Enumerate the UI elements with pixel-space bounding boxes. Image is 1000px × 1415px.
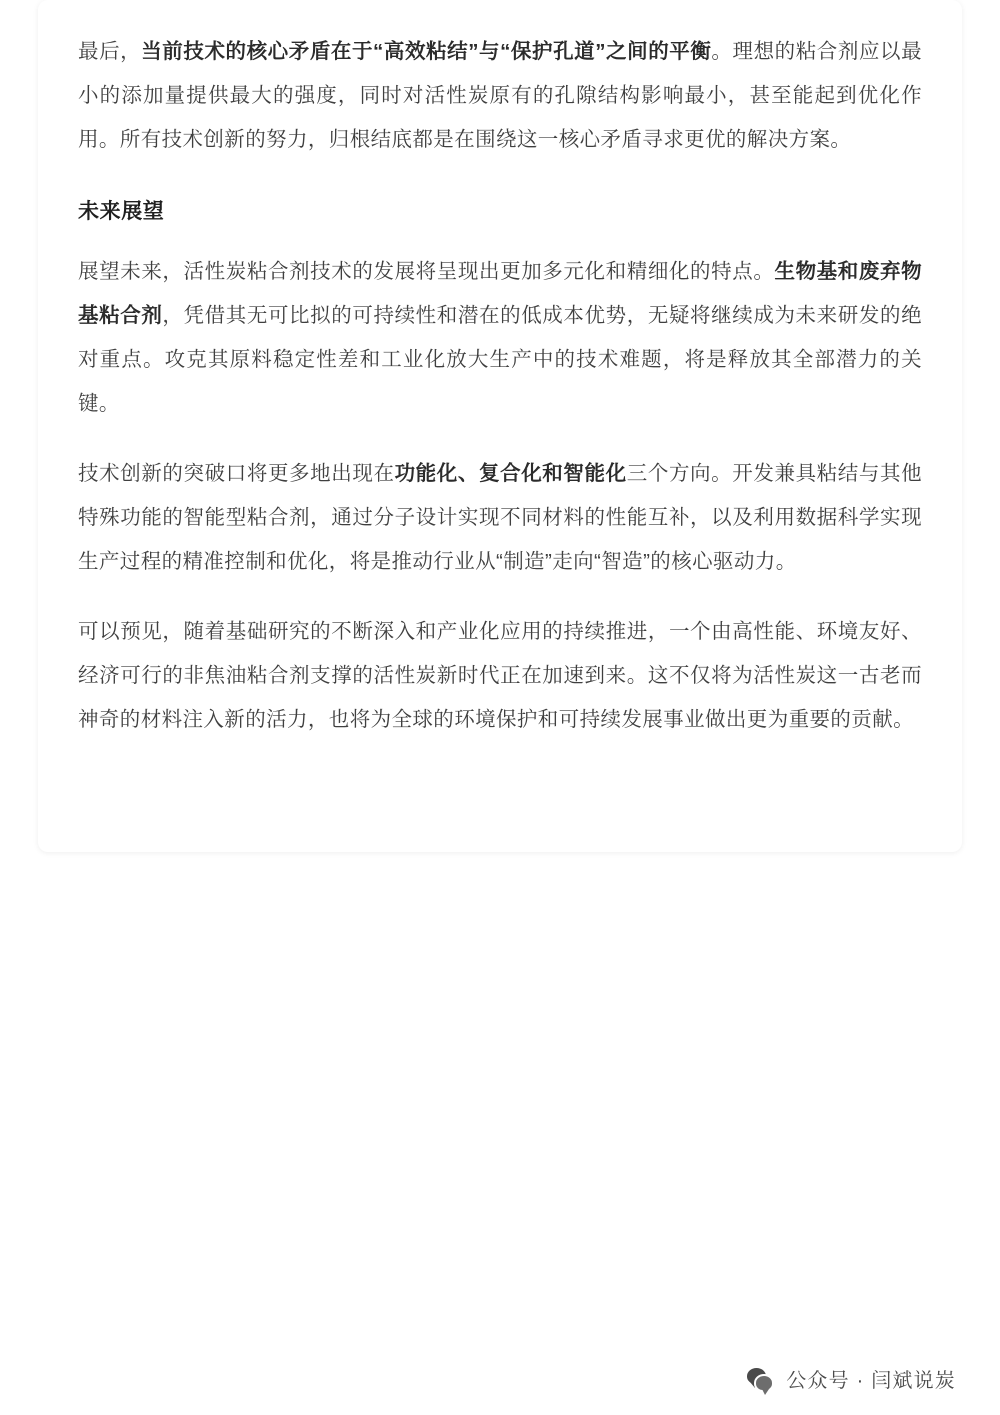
wechat-official-account-icon [747,1367,774,1390]
paragraph-conclusion [78,610,922,742]
body-text: 。理想的粘合剂应以最小的添加量提供最大的强度，同时对活性炭原有的孔隙结构影响最小，甚至能起到优化作用。所有技术创新的努力，归根结底都是在围绕这一核心矛盾寻求更优的解决方案。 [78,40,922,151]
footer-account-credit [747,1364,956,1393]
paragraph-outlook-biobased [78,250,922,426]
body-text: 技术创新的突破口将更多地出现在 [78,462,395,485]
paragraph-core-contradiction [78,30,922,162]
body-text: 三个方向。开发兼具粘结与其他特殊功能的智能型粘合剂，通过分子设计实现不同材料的性能互补，以及利用数据科学实现生产过程的精准控制和优化，将是推动行业从“制造”走向“智造”的核心驱动力。 [78,462,922,573]
footer-account-name: 公众号 · 闫斌说炭 [786,1370,956,1392]
emphasis-text: 功能化、复合化和智能化 [394,462,627,485]
emphasis-text: 生物基和废弃物基粘合剂 [78,260,922,327]
body-text: ，凭借其无可比拟的可持续性和潜在的低成本优势，无疑将继续成为未来研发的绝对重点。攻克其原料稳定性差和工业化放大生产中的技术难题，将是释放其全部潜力的关键。 [78,304,922,415]
paragraph-innovation-directions [78,452,922,584]
body-text: 展望未来，活性炭粘合剂技术的发展将呈现出更加多元化和精细化的特点。 [78,260,775,283]
body-text: 可以预见，随着基础研究的不断深入和产业化应用的持续推进，一个由高性能、环境友好、经济可行的非焦油粘合剂支撑的活性炭新时代正在加速到来。这不仅将为活性炭这一古老而神奇的材料注入新的活力，也将为全球的环境保护和可持续发展事业做出更为重要的贡献。 [78,620,922,731]
body-text: 最后， [78,40,142,63]
emphasis-text: 当前技术的核心矛盾在于“高效粘结”与“保护孔道”之间的平衡 [141,40,712,63]
article-card [38,0,962,852]
section-heading-future-outlook: 未来展望 [78,200,165,223]
